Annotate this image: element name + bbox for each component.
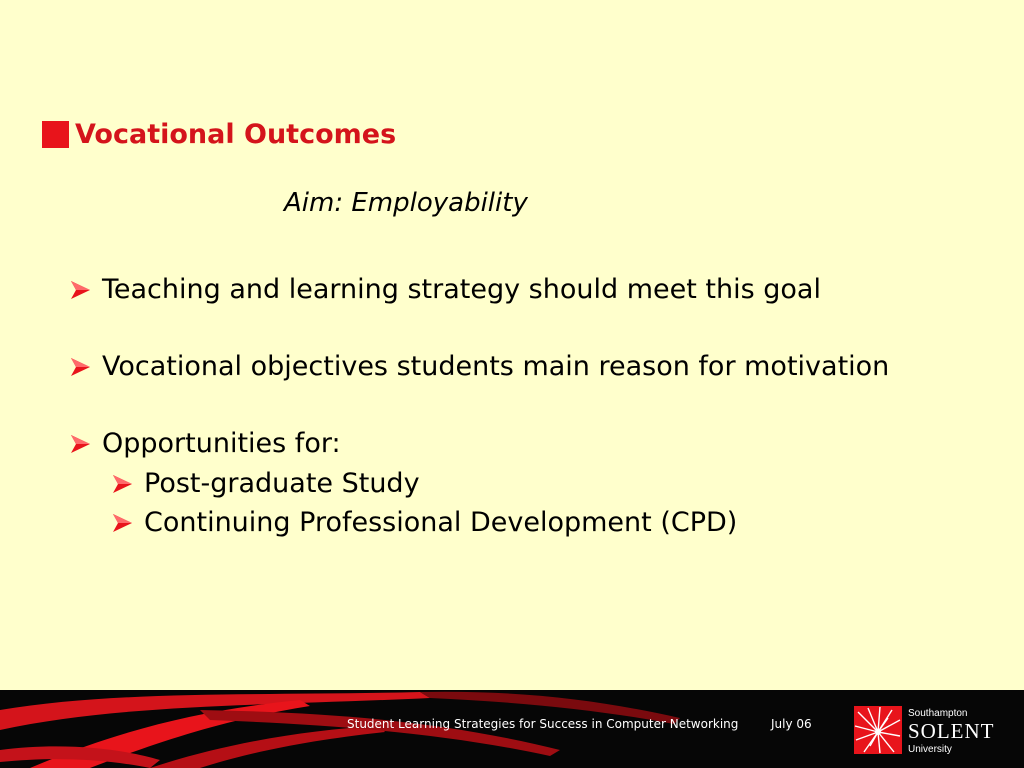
title-square-bullet-icon xyxy=(42,121,69,148)
bullet-item xyxy=(68,351,889,382)
bullet-text: Opportunities for: xyxy=(102,428,341,459)
slide-subtitle: Aim: Employability xyxy=(284,188,528,218)
solent-starburst-logo-icon xyxy=(854,706,902,754)
arrowhead-bullet-icon xyxy=(110,473,136,495)
footer-date: July 06 xyxy=(771,717,812,731)
logo-text-southampton: Southampton xyxy=(908,708,968,719)
logo-text-solent: SOLENT xyxy=(908,719,995,743)
footer-bar xyxy=(0,690,1024,768)
slide-title: Vocational Outcomes xyxy=(75,118,397,150)
footer-presentation-title: Student Learning Strategies for Success in Computer Networking xyxy=(347,717,739,731)
arrowhead-bullet-icon xyxy=(68,356,94,378)
bullet-item xyxy=(68,274,821,305)
sub-bullet-text: Continuing Professional Development (CPD) xyxy=(144,507,738,538)
arrowhead-bullet-icon xyxy=(68,433,94,455)
bullet-item xyxy=(68,428,341,459)
arrowhead-bullet-icon xyxy=(110,512,136,534)
logo-text-university: University xyxy=(908,744,952,755)
sub-bullet-text: Post-graduate Study xyxy=(144,468,420,499)
bullet-text: Vocational objectives students main reason for motivation xyxy=(102,351,890,382)
solent-university-logo xyxy=(854,706,1014,762)
slide-title-row xyxy=(42,116,396,152)
arrowhead-bullet-icon xyxy=(68,279,94,301)
sub-bullet-item xyxy=(110,507,737,538)
sub-bullet-item xyxy=(110,468,420,499)
bullet-text: Teaching and learning strategy should meet this goal xyxy=(102,274,821,305)
